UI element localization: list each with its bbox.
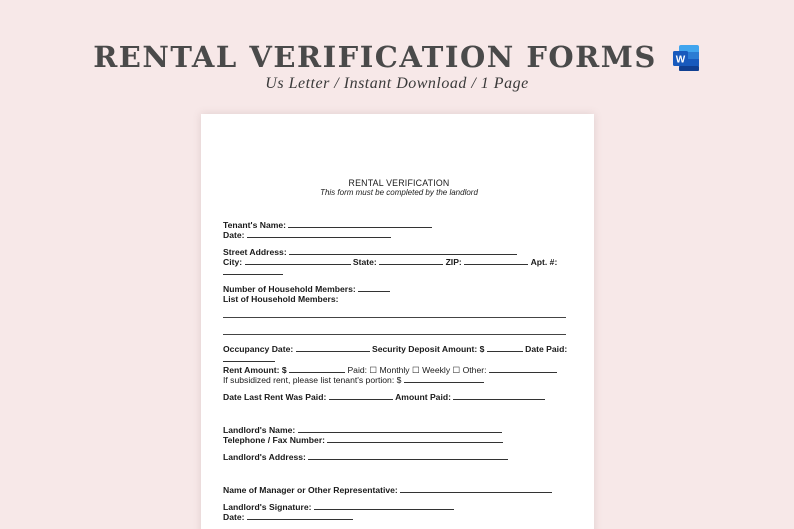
household-count-label: Number of Household Members: <box>223 284 356 294</box>
landlord-address-label: Landlord's Address: <box>223 452 306 462</box>
form-page <box>201 114 594 529</box>
city-state-zip-row <box>223 257 557 268</box>
apt-field-row <box>223 267 283 278</box>
date-paid-field-row <box>223 354 275 365</box>
manager-field[interactable] <box>400 485 552 493</box>
last-rent-row <box>223 392 545 403</box>
subsidized-label: If subsidized rent, please list tenant's portion: $ <box>223 375 402 385</box>
tenant-name-field[interactable] <box>288 220 432 228</box>
state-label: State: <box>352 257 377 267</box>
landlord-name-row <box>223 425 502 436</box>
landlord-signature-field[interactable] <box>314 502 454 510</box>
other-checkbox[interactable]: ☐ Other: <box>452 365 487 375</box>
banner-title: RENTAL VERIFICATION FORMS <box>93 40 657 74</box>
household-list-label: List of Household Members: <box>223 294 339 304</box>
banner-header <box>0 40 794 74</box>
security-deposit-field[interactable] <box>487 344 523 352</box>
date-last-rent-field[interactable] <box>329 392 393 400</box>
telephone-fax-label: Telephone / Fax Number: <box>223 435 326 445</box>
date-label: Date: <box>223 230 245 240</box>
form-title: RENTAL VERIFICATION <box>348 178 450 188</box>
landlord-address-field[interactable] <box>308 452 508 460</box>
svg-text:W: W <box>675 54 686 66</box>
date-last-rent-label: Date Last Rent Was Paid: <box>223 392 327 402</box>
household-list-row <box>223 294 339 305</box>
landlord-name-label: Landlord's Name: <box>223 425 296 435</box>
banner-subtitle: Us Letter / Instant Download / 1 Page <box>265 75 529 92</box>
security-deposit-label: Security Deposit Amount: $ <box>372 344 485 354</box>
household-list-line-1[interactable] <box>223 317 566 318</box>
signature-date-field[interactable] <box>247 512 353 520</box>
other-field[interactable] <box>489 365 557 373</box>
telephone-fax-field[interactable] <box>327 435 503 443</box>
subsidized-row <box>223 375 484 386</box>
date-paid-field[interactable] <box>223 354 275 362</box>
occupancy-date-label: Occupancy Date: <box>223 344 294 354</box>
zip-label: ZIP: <box>445 257 462 267</box>
household-list-line-2[interactable] <box>223 334 566 335</box>
street-address-label: Street Address: <box>223 247 287 257</box>
state-field[interactable] <box>379 257 443 265</box>
landlord-signature-row <box>223 502 454 513</box>
household-count-row <box>223 284 390 295</box>
form-subtitle: This form must be completed by the landlord <box>320 188 478 197</box>
city-field[interactable] <box>245 257 351 265</box>
street-address-field[interactable] <box>289 247 517 255</box>
apt-label: Apt. #: <box>530 257 558 267</box>
tenant-name-row <box>223 220 432 231</box>
household-count-field[interactable] <box>358 284 390 292</box>
manager-row <box>223 485 552 496</box>
amount-paid-label: Amount Paid: <box>395 392 451 402</box>
subsidized-field[interactable] <box>404 375 484 383</box>
apt-field[interactable] <box>223 267 283 275</box>
landlord-name-field[interactable] <box>298 425 502 433</box>
signature-date-row <box>223 512 353 523</box>
tenant-name-label: Tenant's Name: <box>223 220 287 230</box>
landlord-address-row <box>223 452 508 463</box>
rent-amount-field[interactable] <box>289 365 345 373</box>
zip-field[interactable] <box>464 257 528 265</box>
landlord-signature-label: Landlord's Signature: <box>223 502 312 512</box>
occupancy-date-field[interactable] <box>296 344 370 352</box>
date-paid-label: Date Paid: <box>525 344 568 354</box>
rent-amount-row <box>223 365 557 376</box>
manager-label: Name of Manager or Other Representative: <box>223 485 398 495</box>
city-label: City: <box>223 257 243 267</box>
monthly-checkbox[interactable]: ☐ Monthly <box>369 365 410 375</box>
amount-paid-field[interactable] <box>453 392 545 400</box>
microsoft-word-icon <box>671 43 701 73</box>
date-field[interactable] <box>247 230 391 238</box>
rent-amount-label: Rent Amount: $ <box>223 365 287 375</box>
paid-label: Paid: <box>347 365 368 375</box>
street-address-row <box>223 247 517 258</box>
telephone-fax-row <box>223 435 503 446</box>
occupancy-row <box>223 344 567 355</box>
signature-date-label: Date: <box>223 512 245 522</box>
date-row <box>223 230 391 241</box>
weekly-checkbox[interactable]: ☐ Weekly <box>412 365 451 375</box>
